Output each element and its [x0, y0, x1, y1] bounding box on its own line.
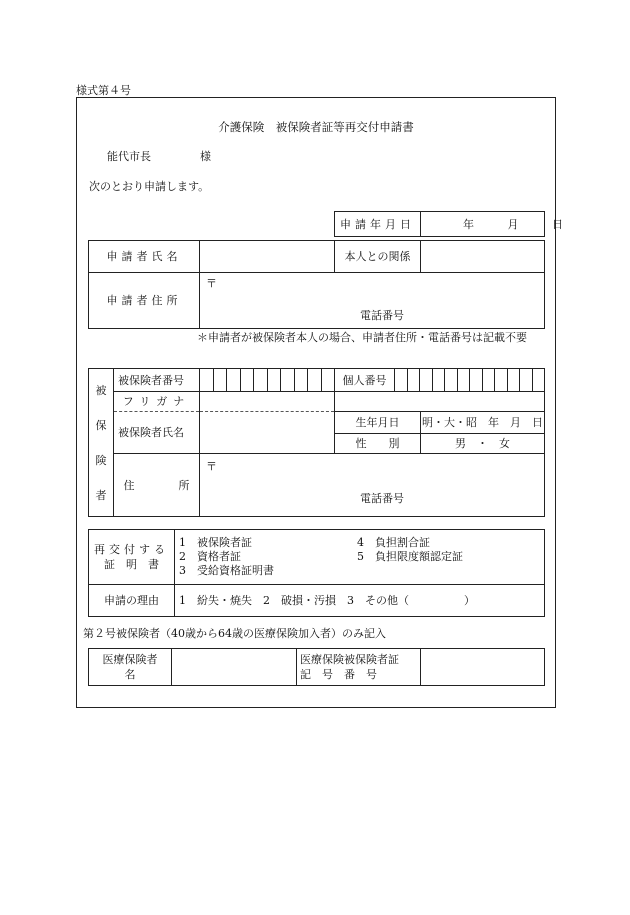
medical-insurer-table	[88, 648, 545, 686]
insurer-label-line1: 医療保険者	[102, 653, 158, 666]
insured-name-label: 被保険者氏名	[114, 412, 200, 454]
vertical-char-4: 者	[95, 488, 107, 502]
card-number-label-line2: 記 号 番 号	[300, 668, 377, 681]
applicant-table	[88, 240, 545, 329]
insurer-label-line2: 名	[124, 668, 136, 681]
insurer-name-field[interactable]	[172, 649, 297, 686]
vertical-char-1: 被	[95, 383, 107, 397]
addressee-honorific: 様	[200, 150, 211, 163]
relation-field[interactable]	[421, 241, 545, 273]
insured-address-field[interactable]	[200, 454, 545, 517]
vertical-char-3: 険	[95, 453, 107, 467]
cert-option-2[interactable]: 2 資格者証	[179, 550, 241, 563]
vertical-char-2: 保	[95, 418, 107, 432]
sex-label: 性 別	[335, 434, 421, 454]
sex-field[interactable]: 男 ・ 女	[421, 434, 545, 454]
application-date-table	[334, 211, 563, 237]
insured-phone-label: 電話番号	[360, 492, 404, 505]
insurer-name-label	[89, 649, 172, 686]
applicant-note: ＊申請者が被保険者本人の場合、申請者住所・電話番号は記載不要	[197, 331, 527, 344]
card-number-label-line1: 医療保険被保険者証	[300, 653, 399, 666]
furigana-field[interactable]	[200, 392, 335, 412]
insured-address-label: 住 所	[114, 454, 200, 517]
applicant-phone-label: 電話番号	[360, 309, 404, 322]
personal-number-boxes[interactable]	[395, 369, 545, 392]
second-insured-note: 第２号被保険者（40歳から64歳の医療保険加入者）のみ記入	[83, 627, 386, 640]
applicant-address-field[interactable]	[200, 273, 545, 329]
addressee-mayor: 能代市長	[107, 150, 151, 163]
form-number: 様式第４号	[76, 84, 131, 97]
certificates-label-line2: 証 明 書	[104, 558, 159, 571]
cert-option-1[interactable]: 1 被保険者証	[179, 536, 252, 549]
certificates-table	[88, 529, 545, 617]
insured-number-label: 被保険者番号	[114, 369, 200, 392]
insured-card-number-label	[297, 649, 421, 686]
cert-option-5[interactable]: 5 負担限度額認定証	[357, 550, 463, 563]
insured-card-number-field[interactable]	[421, 649, 545, 686]
cert-option-4[interactable]: 4 負担割合証	[357, 536, 430, 549]
furigana-right-blank	[335, 392, 545, 412]
applicant-name-label: 申請者氏名	[89, 241, 200, 273]
date-year-label: 年	[463, 217, 474, 231]
intro-text: 次のとおり申請します。	[89, 180, 210, 193]
date-day-label: 日	[552, 217, 563, 231]
date-month-label: 月	[507, 217, 519, 231]
birthdate-label: 生年月日	[335, 412, 421, 434]
relation-label: 本人との関係	[335, 241, 421, 273]
cert-option-3[interactable]: 3 受給資格証明書	[179, 564, 274, 577]
insured-table	[88, 368, 545, 517]
applicant-name-field[interactable]	[200, 241, 335, 273]
certificates-label	[89, 530, 175, 585]
insured-vertical-label	[89, 369, 114, 517]
application-date-field[interactable]	[421, 212, 563, 237]
insured-number-boxes[interactable]	[200, 369, 335, 392]
reason-options[interactable]: 1 紛失・焼失 2 破損・汚損 3 その他（ ）	[175, 585, 545, 617]
furigana-label: フリガナ	[114, 392, 200, 412]
certificates-options[interactable]	[175, 530, 545, 585]
insured-postal-mark: 〒	[206, 460, 217, 473]
reason-label: 申請の理由	[89, 585, 175, 617]
birthdate-field[interactable]: 明・大・昭 年 月 日	[421, 412, 545, 434]
applicant-address-label: 申請者住所	[89, 273, 200, 329]
certificates-label-line1: 再交付する	[94, 543, 169, 556]
application-date-label: 申請年月日	[335, 212, 421, 237]
form-title: 介護保険 被保険者証等再交付申請書	[218, 120, 414, 134]
personal-number-label: 個人番号	[335, 369, 395, 392]
insured-name-field[interactable]	[200, 412, 335, 454]
applicant-postal-mark: 〒	[206, 277, 217, 290]
